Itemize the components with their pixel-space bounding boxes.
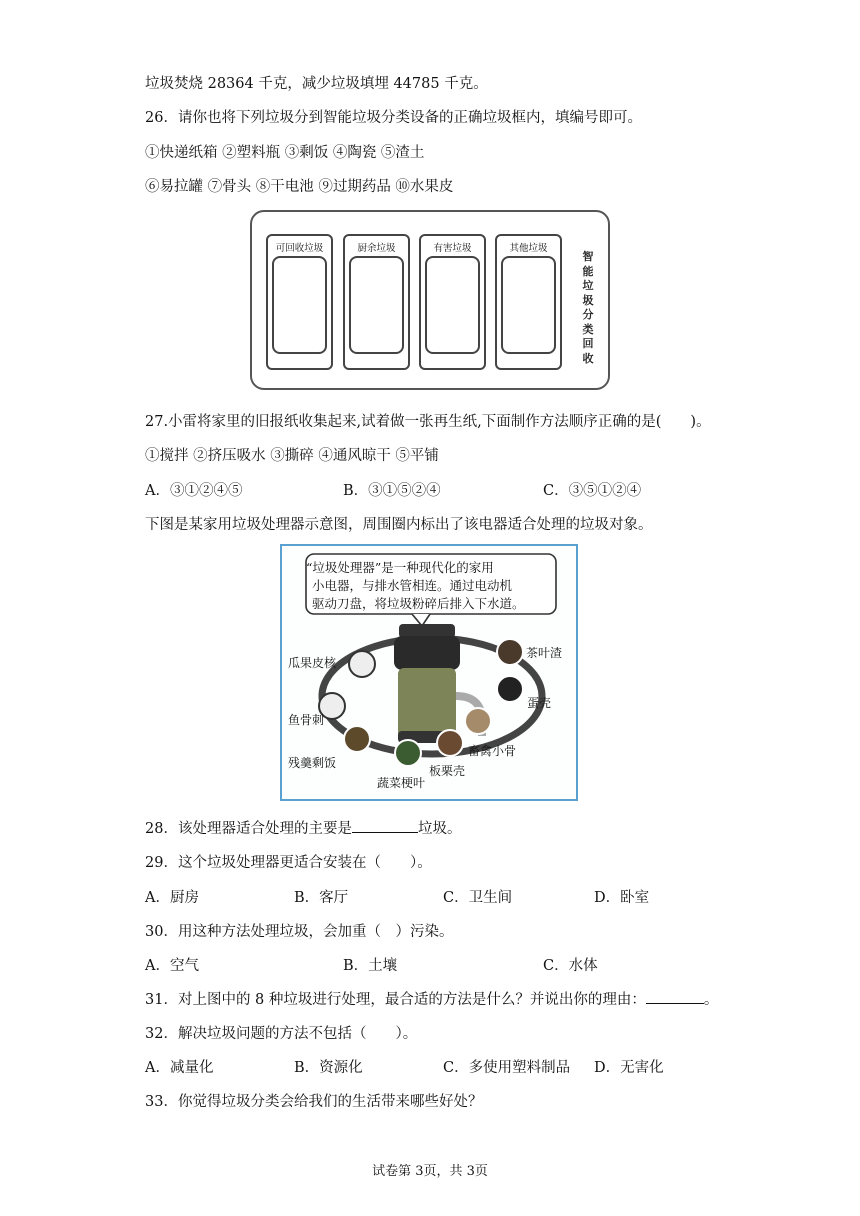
question-26: 26．请你也将下列垃圾分到智能垃圾分类设备的正确垃圾框内，填编号即可。 <box>145 110 642 126</box>
option-c: C．卫生间 <box>443 890 513 906</box>
item-leftovers: 残羹剩饭 <box>288 756 337 770</box>
question-28-suffix: 垃圾。 <box>417 821 462 837</box>
bin-kitchen <box>343 234 410 370</box>
caption-line-3: 驱动刀盘，将垃圾粉碎后排入下水道。 <box>312 596 525 611</box>
bin-other <box>495 234 562 370</box>
question-30: 30．用这种方法处理垃圾，会加重（ ）污染。 <box>145 924 454 940</box>
option-d: D．无害化 <box>594 1060 664 1076</box>
question-28-text: 28．该处理器适合处理的主要是 <box>145 821 352 837</box>
answer-blank[interactable] <box>646 989 704 1004</box>
page-footer: 试卷第 3页，共 3页 <box>372 1164 488 1179</box>
question-26-items-1: ①快递纸箱 ②塑料瓶 ③剩饭 ④陶瓷 ⑤渣土 <box>145 145 425 161</box>
bin-hazardous <box>419 234 486 370</box>
device-side-label: 智能垃圾分类回收 <box>582 250 594 365</box>
question-29: 29．这个垃圾处理器更适合安装在（ ）。 <box>145 855 432 871</box>
item-small-bones: 畜禽小骨 <box>468 744 517 758</box>
question-33: 33．你觉得垃圾分类会给我们的生活带来哪些好处？ <box>145 1094 483 1110</box>
option-b: B．土壤 <box>343 958 398 974</box>
option-b: B．资源化 <box>294 1060 363 1076</box>
option-a: A．③①②④⑤ <box>145 483 243 499</box>
question-32: 32．解决垃圾问题的方法不包括（ ）。 <box>145 1026 418 1042</box>
question-28 <box>145 817 461 838</box>
answer-blank[interactable] <box>352 818 418 833</box>
option-c: C．水体 <box>543 958 598 974</box>
question-31-suffix: 。 <box>703 992 719 1008</box>
question-27-steps: ①搅拌 ②挤压吸水 ③撕碎 ④通风晾干 ⑤平铺 <box>145 448 439 464</box>
item-tea-leaves: 茶叶渣 <box>526 646 563 660</box>
bin-label: 其他垃圾 <box>509 243 548 254</box>
option-b: B．③①⑤②④ <box>343 483 441 499</box>
item-eggshell: 蛋壳 <box>527 696 552 710</box>
question-27: 27.小雷将家里的旧报纸收集起来,试着做一张再生纸,下面制作方法顺序正确的是( )。 <box>145 414 711 430</box>
option-c: C．多使用塑料制品 <box>443 1060 571 1076</box>
option-c: C．③⑤①②④ <box>543 483 642 499</box>
bin-recyclable <box>266 234 333 370</box>
option-b: B．客厅 <box>294 890 349 906</box>
intro-line: 垃圾焚烧 28364 千克，减少垃圾填埋 44785 千克。 <box>145 76 488 92</box>
bin-label: 可回收垃圾 <box>275 243 324 254</box>
option-d: D．卧室 <box>594 890 650 906</box>
smart-sorting-device-figure <box>250 210 610 390</box>
question-31-text: 31．对上图中的 8 种垃圾进行处理，最合适的方法是什么？并说出你的理由： <box>145 992 646 1008</box>
caption-line-1: “垃圾处理器”是一种现代化的家用 <box>306 560 494 575</box>
option-a: A．减量化 <box>145 1060 214 1076</box>
item-fish-bones: 鱼骨刺 <box>288 713 325 727</box>
question-26-items-2: ⑥易拉罐 ⑦骨头 ⑧干电池 ⑨过期药品 ⑩水果皮 <box>145 179 454 195</box>
bin-label: 厨余垃圾 <box>357 243 396 254</box>
question-31 <box>145 988 718 1009</box>
garbage-disposer-figure <box>280 544 578 801</box>
item-vegetable-stems: 蔬菜梗叶 <box>377 776 426 790</box>
bin-label: 有害垃圾 <box>433 243 472 254</box>
option-a: A．空气 <box>145 958 199 974</box>
caption-line-2: 小电器，与排水管相连。通过电动机 <box>312 578 513 593</box>
item-chestnut-shell: 板栗壳 <box>429 764 466 778</box>
figure-intro: 下图是某家用垃圾处理器示意图，周围圈内标出了该电器适合处理的垃圾对象。 <box>145 517 653 533</box>
option-a: A．厨房 <box>145 890 199 906</box>
item-fruit-peels: 瓜果皮核 <box>288 656 337 670</box>
